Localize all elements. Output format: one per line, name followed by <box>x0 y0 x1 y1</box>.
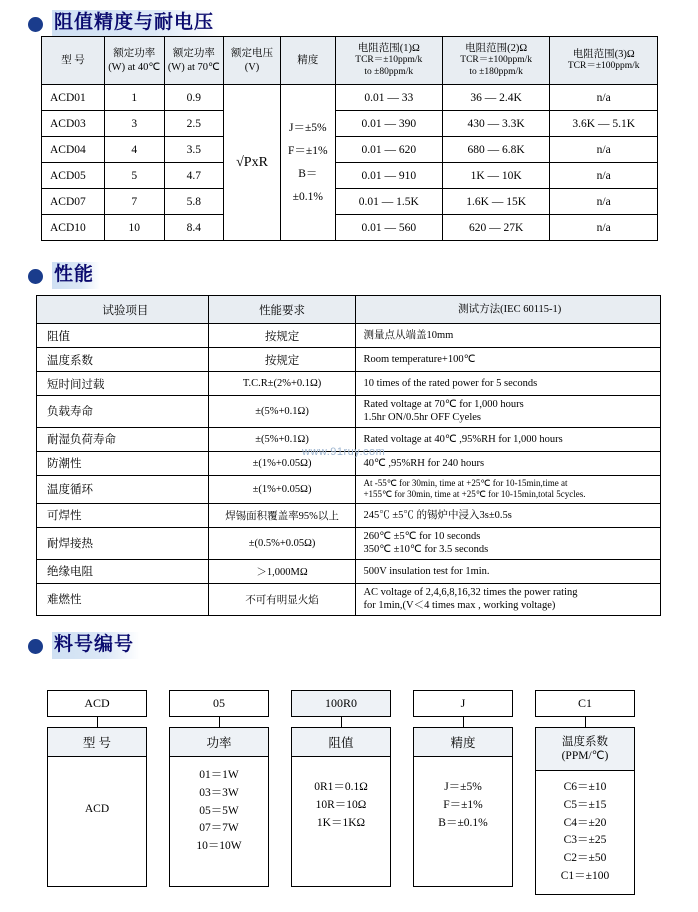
cell-model: ACD10 <box>42 215 105 241</box>
cell-test-item: 耐湿负荷寿命 <box>37 427 209 451</box>
cell-requirement: 不可有明显火焰 <box>208 583 356 615</box>
cell-range-2: 36 — 2.4K <box>442 85 550 111</box>
cell-power-70: 0.9 <box>164 85 224 111</box>
method-line-1: 245℃ ±5℃ 的锡炉中浸入3s±0.5s <box>363 509 512 521</box>
pn-option: F＝±1% <box>443 798 483 811</box>
pn-code: 100R0 <box>291 690 391 717</box>
cell-requirement: ±(0.5%+0.05Ω) <box>208 527 356 559</box>
performance-table <box>36 295 661 616</box>
table-row <box>42 189 658 215</box>
pn-options <box>291 757 391 887</box>
table-row <box>37 451 661 475</box>
cell-test-item: 温度系数 <box>37 348 209 372</box>
cell-power-40: 4 <box>104 137 164 163</box>
cell-model: ACD07 <box>42 189 105 215</box>
cell-tolerance-list <box>280 85 335 241</box>
pn-option: C1＝±100 <box>560 870 610 883</box>
cell-model: ACD05 <box>42 163 105 189</box>
cell-method <box>356 503 661 527</box>
th-range-3 <box>550 37 658 85</box>
table-row <box>42 85 658 111</box>
cell-power-70: 2.5 <box>164 111 224 137</box>
connector-line <box>463 717 464 727</box>
cell-power-40: 5 <box>104 163 164 189</box>
table-row <box>42 215 658 241</box>
cell-requirement: T.C.R±(2%+0.1Ω) <box>208 372 356 396</box>
pn-options <box>169 757 269 887</box>
th-range-1-line3: to ±80ppm/k <box>364 67 414 78</box>
cell-model: ACD03 <box>42 111 105 137</box>
cell-test-item: 绝缘电阻 <box>37 559 209 583</box>
method-line-2: 1.5hr ON/0.5hr OFF Cyeles <box>363 412 482 424</box>
cell-power-70: 3.5 <box>164 137 224 163</box>
method-line-2: for 1min,(V＜4 times max , working voltage) <box>363 600 556 612</box>
pn-option: 07＝7W <box>199 822 239 835</box>
cell-method <box>356 475 661 503</box>
pn-column-power <box>169 690 269 895</box>
pn-label-line-2: (PPM/℃) <box>561 750 609 762</box>
th-voltage-line1: 额定电压 <box>231 48 274 60</box>
cell-power-40: 7 <box>104 189 164 215</box>
th-range-3-line2: TCR＝±100ppm/k <box>567 61 640 72</box>
cell-test-item: 可焊性 <box>37 503 209 527</box>
table-row <box>42 111 658 137</box>
cell-requirement: 焊锡面积覆盖率95%以上 <box>208 503 356 527</box>
pn-code: C1 <box>535 690 635 717</box>
pn-option: ACD <box>84 803 110 815</box>
th-power-40-line1: 额定功率 <box>113 48 156 60</box>
pn-option: C4＝±20 <box>563 816 607 829</box>
method-line-1: Rated voltage at 40℃ ,95%RH for 1,000 hours <box>363 433 563 445</box>
cell-test-item: 负载寿命 <box>37 396 209 428</box>
cell-range-1: 0.01 — 910 <box>335 163 442 189</box>
cell-requirement: ＞1,000MΩ <box>208 559 356 583</box>
method-line-1: Rated voltage at 70℃ for 1,000 hours <box>363 399 524 410</box>
th-range-1-line2: TCR＝±10ppm/k <box>355 55 423 66</box>
pn-option: 05＝5W <box>199 804 239 817</box>
th-voltage <box>224 37 281 85</box>
pn-option: B＝±0.1% <box>438 816 488 829</box>
cell-range-3: n/a <box>550 215 658 241</box>
cell-range-3: n/a <box>550 85 658 111</box>
th-tolerance: 精度 <box>280 37 335 85</box>
method-line-1: At -55℃ for 30min, time at +25℃ for 10-15min,time at <box>363 477 568 488</box>
th-range-1-line1: 电阻范围(1)Ω <box>357 43 420 55</box>
pn-label-line-1: 温度系数 <box>562 735 608 748</box>
pn-option: 0R1＝0.1Ω <box>314 781 368 793</box>
section-heading-performance <box>28 262 100 289</box>
bullet-icon <box>28 17 43 32</box>
method-line-1: 500V insulation test for 1min. <box>363 565 490 577</box>
cell-test-item: 耐焊接热 <box>37 527 209 559</box>
table-row <box>37 527 661 559</box>
table-row <box>37 475 661 503</box>
cell-method <box>356 583 661 615</box>
table-header-row <box>37 296 661 324</box>
table-row <box>37 324 661 348</box>
connector-line <box>97 717 98 727</box>
table-row <box>42 163 658 189</box>
pn-option: 03＝3W <box>199 786 239 799</box>
cell-requirement: ±(5%+0.1Ω) <box>208 427 356 451</box>
pn-column-resistance <box>291 690 391 895</box>
cell-test-item: 短时间过载 <box>37 372 209 396</box>
cell-range-3: n/a <box>550 189 658 215</box>
cell-range-1: 0.01 — 560 <box>335 215 442 241</box>
method-line-1: AC voltage of 2,4,6,8,16,32 times the power rating <box>363 586 578 598</box>
pn-label: 精度 <box>413 727 513 757</box>
pn-code: J <box>413 690 513 717</box>
cell-power-70: 5.8 <box>164 189 224 215</box>
pn-code: 05 <box>169 690 269 717</box>
cell-range-3: n/a <box>550 137 658 163</box>
connector-line <box>341 717 342 727</box>
method-line-1: 40℃ ,95%RH for 240 hours <box>363 457 485 469</box>
pn-option: C6＝±10 <box>563 781 607 793</box>
pn-option: C5＝±15 <box>563 798 607 811</box>
th-method: 测试方法(IEC 60115-1) <box>356 296 661 324</box>
cell-requirement: ±(5%+0.1Ω) <box>208 396 356 428</box>
connector-line <box>585 717 586 727</box>
cell-range-1: 0.01 — 620 <box>335 137 442 163</box>
cell-model: ACD01 <box>42 85 105 111</box>
th-requirement: 性能要求 <box>208 296 356 324</box>
pn-option: 1K＝1KΩ <box>316 816 366 829</box>
pn-label <box>535 727 635 771</box>
cell-power-40: 1 <box>104 85 164 111</box>
tolerance-line-1: J＝±5% <box>288 121 327 134</box>
cell-test-item: 温度循环 <box>37 475 209 503</box>
cell-range-1: 0.01 — 33 <box>335 85 442 111</box>
table-row <box>37 503 661 527</box>
method-line-1: 测量点从端盖10mm <box>363 329 454 341</box>
pn-options <box>47 757 147 887</box>
section-title: 料号编号 <box>52 632 140 659</box>
cell-requirement: ±(1%+0.05Ω) <box>208 475 356 503</box>
cell-method <box>356 451 661 475</box>
th-power-40-line2: (W) at 40℃ <box>108 61 161 73</box>
watermark: www.91ruy.com <box>302 446 386 458</box>
method-line-1: 10 times of the rated power for 5 seconds <box>363 377 538 389</box>
pn-option: J＝±5% <box>444 781 482 793</box>
pn-option: 10＝10W <box>196 840 242 853</box>
cell-test-item: 难燃性 <box>37 583 209 615</box>
table-row <box>42 137 658 163</box>
part-number-diagram <box>47 690 647 895</box>
bullet-icon <box>28 269 43 284</box>
cell-range-3: n/a <box>550 163 658 189</box>
cell-requirement: 按规定 <box>208 324 356 348</box>
table-row <box>37 559 661 583</box>
tolerance-line-2: F＝±1% <box>288 144 328 157</box>
resistance-table <box>41 36 658 241</box>
pn-option: 01＝1W <box>199 769 239 781</box>
cell-power-70: 4.7 <box>164 163 224 189</box>
resistance-table-wrap <box>41 36 658 241</box>
th-voltage-line2: (V) <box>244 61 260 73</box>
tolerance-line-3: B＝±0.1% <box>292 167 323 203</box>
method-line-1: Room temperature+100℃ <box>363 353 476 365</box>
pn-option: C3＝±25 <box>563 834 607 847</box>
cell-method <box>356 559 661 583</box>
th-range-2 <box>442 37 550 85</box>
pn-options <box>413 757 513 887</box>
pn-option: 10R＝10Ω <box>315 798 367 811</box>
cell-requirement: 按规定 <box>208 348 356 372</box>
connector-line <box>219 717 220 727</box>
th-power-70 <box>164 37 224 85</box>
th-model: 型 号 <box>42 37 105 85</box>
pn-code: ACD <box>47 690 147 717</box>
cell-range-2: 1.6K — 15K <box>442 189 550 215</box>
th-range-2-line1: 电阻范围(2)Ω <box>465 43 528 55</box>
cell-range-1: 0.01 — 1.5K <box>335 189 442 215</box>
table-row <box>37 427 661 451</box>
cell-power-70: 8.4 <box>164 215 224 241</box>
th-power-70-line1: 额定功率 <box>172 48 215 60</box>
pn-column-tcr <box>535 690 635 895</box>
cell-range-2: 1K — 10K <box>442 163 550 189</box>
pn-label: 功率 <box>169 727 269 757</box>
cell-power-40: 3 <box>104 111 164 137</box>
table-row <box>37 396 661 428</box>
bullet-icon <box>28 639 43 654</box>
cell-range-3: 3.6K — 5.1K <box>550 111 658 137</box>
pn-column-tolerance <box>413 690 513 895</box>
cell-test-item: 防潮性 <box>37 451 209 475</box>
th-range-2-line3: to ±180ppm/k <box>469 67 523 78</box>
performance-table-wrap <box>36 295 661 616</box>
cell-method <box>356 372 661 396</box>
method-line-1: 260℃ ±5℃ for 10 seconds <box>363 530 481 542</box>
cell-method <box>356 396 661 428</box>
th-test-item: 试验项目 <box>37 296 209 324</box>
section-heading-part-number <box>28 632 140 659</box>
th-power-40 <box>104 37 164 85</box>
pn-label: 阻值 <box>291 727 391 757</box>
method-line-2: +155℃ for 30min, time at +25℃ for 10-15min,total 5cycles. <box>363 489 586 500</box>
cell-method <box>356 324 661 348</box>
cell-method <box>356 527 661 559</box>
table-row <box>37 348 661 372</box>
pn-label: 型 号 <box>47 727 147 757</box>
th-power-70-line2: (W) at 70℃ <box>167 61 220 73</box>
pn-option: C2＝±50 <box>563 852 607 865</box>
cell-range-1: 0.01 — 390 <box>335 111 442 137</box>
cell-model: ACD04 <box>42 137 105 163</box>
cell-method <box>356 427 661 451</box>
table-header-row <box>42 37 658 85</box>
cell-range-2: 620 — 27K <box>442 215 550 241</box>
th-range-1 <box>335 37 442 85</box>
cell-power-40: 10 <box>104 215 164 241</box>
section-heading-resistance <box>28 10 220 37</box>
cell-requirement: ±(1%+0.05Ω) <box>208 451 356 475</box>
cell-method <box>356 348 661 372</box>
section-title: 阻值精度与耐电压 <box>52 10 220 37</box>
cell-voltage-formula: √PxR <box>224 85 281 241</box>
pn-options <box>535 771 635 895</box>
cell-range-2: 430 — 3.3K <box>442 111 550 137</box>
table-row <box>37 583 661 615</box>
method-line-2: 350℃ ±10℃ for 3.5 seconds <box>363 544 489 556</box>
th-range-2-line2: TCR＝±100ppm/k <box>460 55 532 66</box>
cell-test-item: 阻值 <box>37 324 209 348</box>
section-title: 性能 <box>52 262 100 289</box>
table-row <box>37 372 661 396</box>
cell-range-2: 680 — 6.8K <box>442 137 550 163</box>
pn-column-type <box>47 690 147 895</box>
th-range-3-line1: 电阻范围(3)Ω <box>572 49 635 60</box>
